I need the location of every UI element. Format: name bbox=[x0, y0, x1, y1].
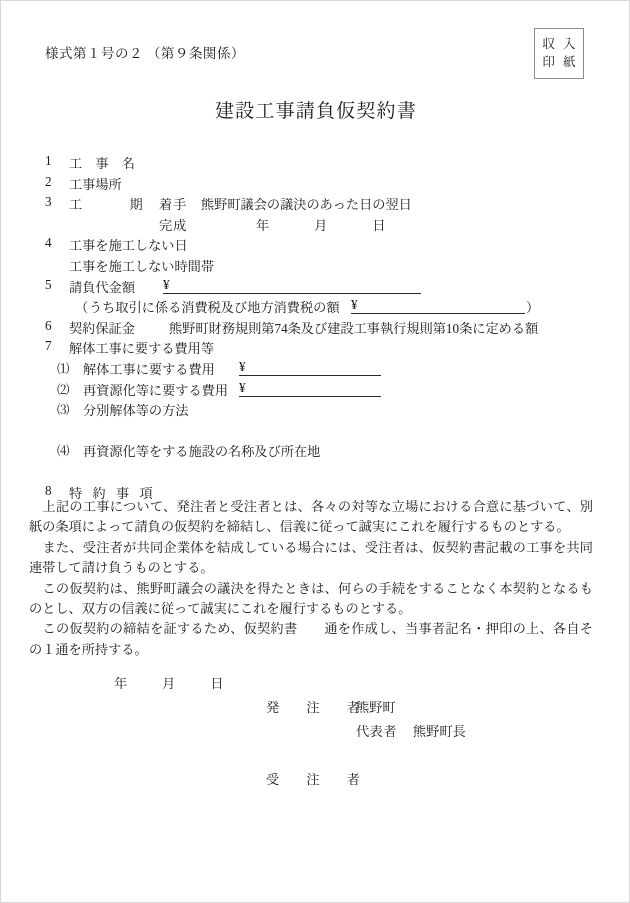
item-label: 特 約 事 項 bbox=[69, 485, 157, 501]
yen-symbol: ¥ bbox=[239, 379, 246, 395]
revenue-stamp-box bbox=[534, 28, 584, 79]
body-paragraph-3: この仮契約は、熊野町議会の議決を得たときは、何らの手続をすることなく本契約となるものとし、双方の信義に従って誠実にこれを履行するものとする。 bbox=[29, 580, 593, 617]
item-row-contract-deposit bbox=[1, 318, 630, 339]
paren-open: （ bbox=[75, 300, 89, 316]
item-row-demolition-cost-2 bbox=[1, 380, 630, 401]
item-row-demolition-costs bbox=[1, 338, 630, 359]
sub-item-label: 再資源化等をする施設の名称及び所在地 bbox=[83, 444, 321, 460]
sub-item-label: 再資源化等に要する費用 bbox=[83, 382, 229, 398]
demolition-cost-input-line[interactable] bbox=[239, 359, 381, 376]
contract-items-list bbox=[1, 153, 630, 503]
item-label-secondary: 工事を施工しない時間帯 bbox=[69, 258, 215, 274]
orderer-representative-row bbox=[1, 721, 630, 745]
sub-item-label: 解体工事に要する費用 bbox=[83, 361, 215, 377]
period-end-date-fields[interactable]: 年月日 bbox=[256, 217, 431, 233]
item-row-contract-amount bbox=[1, 277, 630, 298]
body-paragraph-4: この仮契約の締結を証するため、仮契約書 通を作成し、当事者記名・押印の上、各自その１通を所持する。 bbox=[29, 621, 593, 657]
item-number: 2 bbox=[45, 173, 52, 189]
body-paragraph-2: また、受注者が共同企業体を結成している場合には、受注者は、仮契約書記載の工事を共同連帯して請け負うものとする。 bbox=[29, 539, 593, 576]
item-number: 6 bbox=[45, 317, 52, 333]
item-row-demolition-method bbox=[1, 400, 630, 421]
body-paragraph-1: 上記の工事について、発注者と受注者とは、各々の対等な立場における合意に基づいて、別紙の条項によって請負の仮契約を締結し、信義に従って誠実にこれを履行するものとする。 bbox=[29, 499, 593, 535]
item-row-work-location bbox=[1, 174, 630, 195]
signature-date-row bbox=[1, 673, 630, 697]
item-number: 3 bbox=[45, 194, 52, 210]
tax-label: うち取引に係る消費税及び地方消費税の額 bbox=[89, 300, 340, 316]
item-number: 4 bbox=[45, 235, 52, 251]
item-row-non-work-hours bbox=[1, 256, 630, 277]
recycling-cost-input-line[interactable] bbox=[239, 380, 381, 397]
contract-body-text bbox=[29, 497, 593, 660]
orderer-row bbox=[1, 697, 630, 721]
spacer-row bbox=[1, 421, 630, 442]
sub-item-label: 分別解体等の方法 bbox=[83, 403, 189, 419]
signature-block bbox=[1, 673, 630, 793]
spacer-row bbox=[1, 462, 630, 483]
item-row-work-name bbox=[1, 153, 630, 174]
item-number: 5 bbox=[45, 276, 52, 292]
item-number: 1 bbox=[45, 153, 52, 168]
yen-symbol: ¥ bbox=[351, 297, 358, 313]
sub-item-number: ⑴ bbox=[57, 361, 70, 376]
contract-deposit-value: 熊野町財務規則第74条及び建設工事執行規則第10条に定める額 bbox=[169, 320, 539, 336]
paren-close: ） bbox=[526, 300, 540, 316]
orderer-role-label: 発 注 者 bbox=[266, 700, 367, 715]
period-start-label: 着手 bbox=[159, 197, 188, 213]
yen-symbol: ¥ bbox=[163, 276, 170, 292]
item-number: 7 bbox=[45, 338, 52, 354]
orderer-name: 熊野町 bbox=[356, 700, 396, 715]
item-row-period-end bbox=[1, 215, 630, 236]
item-row-period-start bbox=[1, 194, 630, 215]
contract-amount-input-line[interactable] bbox=[163, 277, 421, 294]
item-label: 工 事 名 bbox=[69, 156, 135, 171]
item-row-recycling-facility bbox=[1, 441, 630, 462]
sub-item-number: ⑷ bbox=[57, 444, 70, 459]
contractor-role-label: 受 注 者 bbox=[266, 772, 367, 787]
item-row-demolition-cost-1 bbox=[1, 359, 630, 380]
representative-name: 熊野町長 bbox=[413, 724, 466, 739]
tax-amount-input-line[interactable] bbox=[351, 297, 525, 314]
item-number: 8 bbox=[45, 482, 52, 498]
item-label: 請負代金額 bbox=[69, 279, 135, 295]
period-start-value: 熊野町議会の議決のあった日の翌日 bbox=[201, 197, 412, 213]
document-title: 建設工事請負仮契約書 bbox=[214, 101, 417, 122]
form-number: 様式第１号の２ （第９条関係） bbox=[45, 46, 245, 61]
item-label: 解体工事に要する費用等 bbox=[69, 341, 215, 357]
revenue-stamp-line2: 印 紙 bbox=[542, 54, 579, 69]
sub-item-number: ⑶ bbox=[57, 403, 70, 418]
revenue-stamp-line1: 収 入 bbox=[542, 36, 579, 51]
item-row-non-work-days bbox=[1, 235, 630, 256]
representative-label: 代表者 bbox=[356, 724, 398, 739]
signature-date-fields[interactable]: 年月日 bbox=[114, 676, 259, 691]
item-row-tax-amount bbox=[1, 297, 630, 318]
item-label: 契約保証金 bbox=[69, 320, 135, 336]
item-label: 工事を施工しない日 bbox=[69, 238, 188, 254]
period-end-label: 完成 bbox=[159, 217, 188, 233]
item-label: 工 期 bbox=[69, 197, 150, 213]
spacer-row bbox=[1, 745, 630, 769]
contractor-row bbox=[1, 769, 630, 793]
item-label: 工事場所 bbox=[69, 176, 122, 192]
yen-symbol: ¥ bbox=[239, 358, 246, 374]
sub-item-number: ⑵ bbox=[57, 382, 70, 397]
